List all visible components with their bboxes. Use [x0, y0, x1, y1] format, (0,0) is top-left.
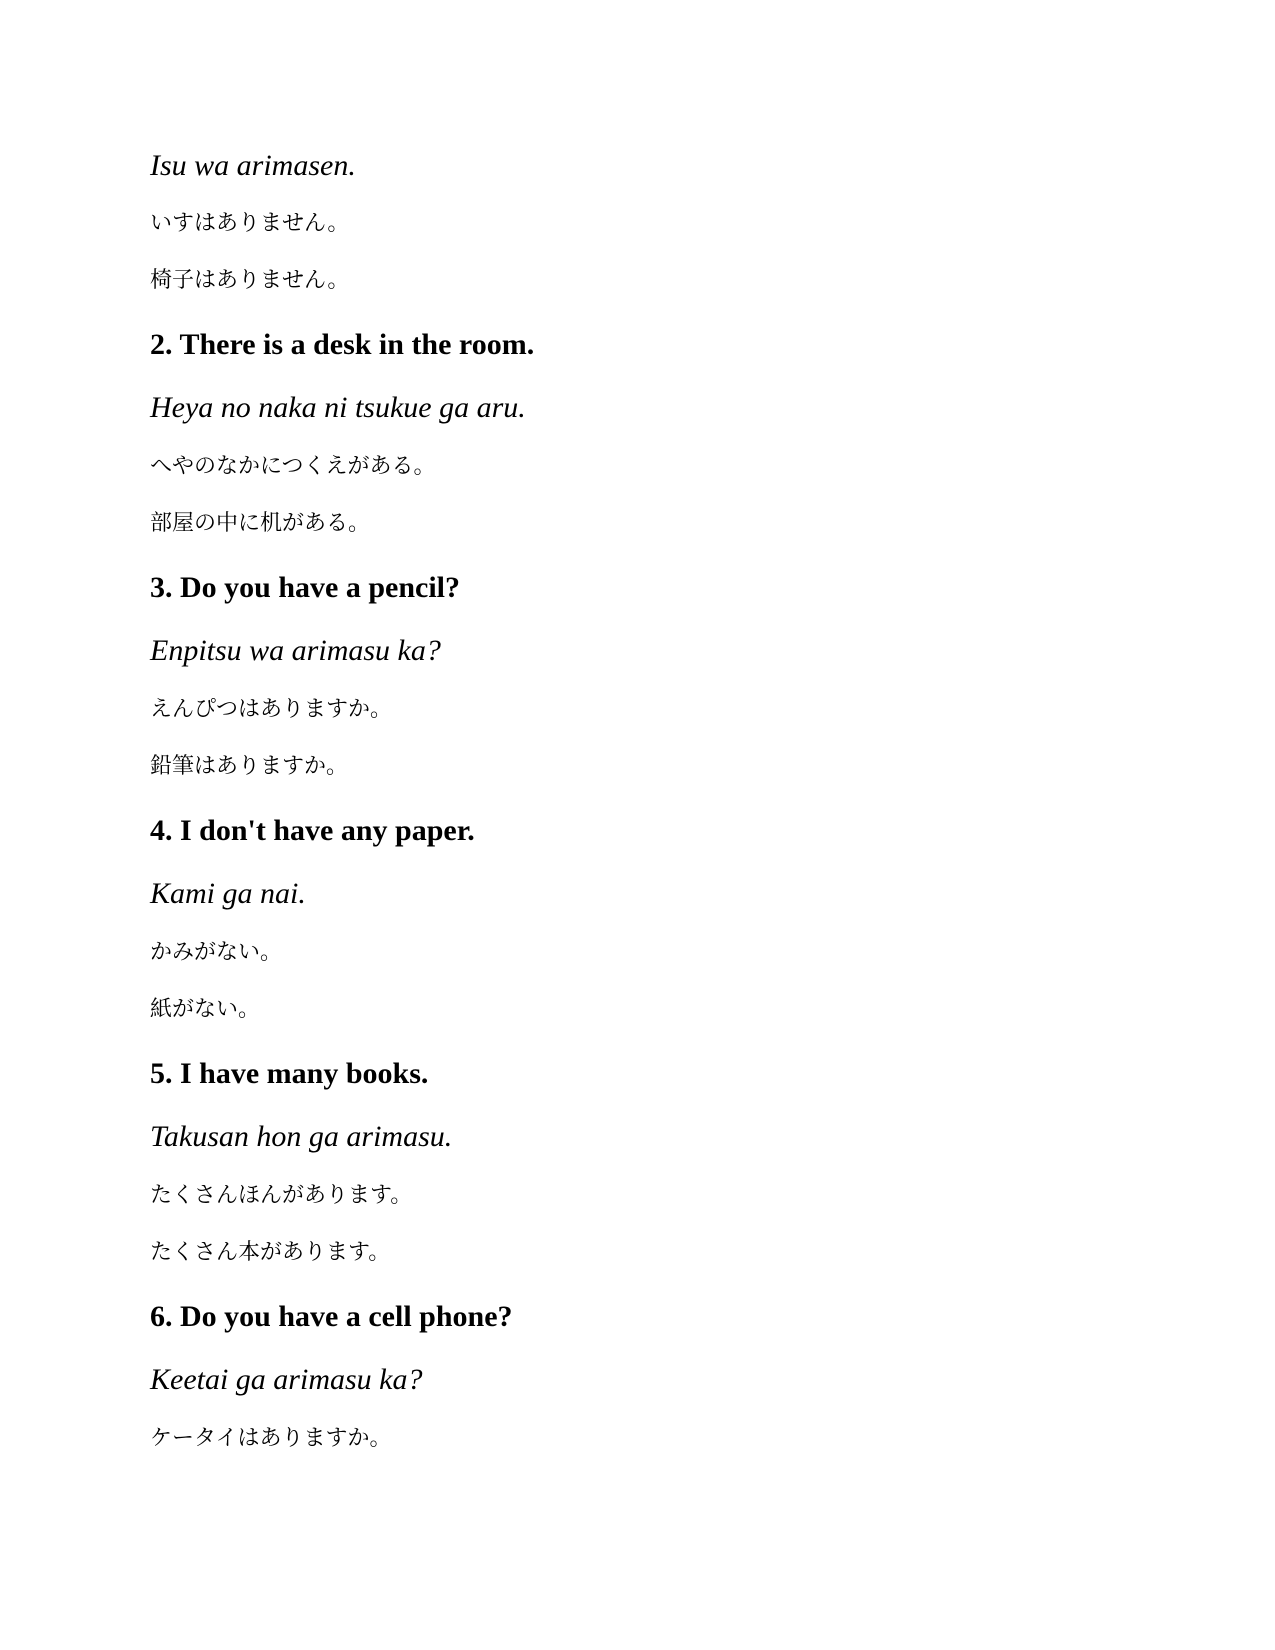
exercise-heading: 5. I have many books. — [150, 1057, 429, 1090]
katakana-sentence: ケータイはありますか。 — [150, 1426, 392, 1451]
exercise-heading: 6. Do you have a cell phone? — [150, 1300, 513, 1333]
kanji-sentence: 椅子はありません。 — [150, 268, 350, 293]
romaji-sentence: Heya no naka ni tsukue ga aru. — [150, 391, 526, 424]
kanji-sentence: 紙がない。 — [150, 997, 261, 1022]
exercise-heading: 4. I don't have any paper. — [150, 814, 475, 847]
romaji-sentence: Enpitsu wa arimasu ka? — [150, 634, 441, 667]
kanji-sentence: 鉛筆はありますか。 — [150, 754, 349, 779]
romaji-sentence: Isu wa arimasen. — [150, 149, 356, 182]
romaji-sentence: Kami ga nai. — [150, 877, 306, 910]
hiragana-sentence: たくさんほんがあります。 — [150, 1183, 413, 1208]
exercise-heading: 2. There is a desk in the room. — [150, 328, 535, 361]
kanji-sentence: たくさん本があります。 — [150, 1240, 391, 1265]
exercise-heading: 3. Do you have a pencil? — [150, 571, 461, 604]
romaji-sentence: Takusan hon ga arimasu. — [150, 1120, 453, 1153]
hiragana-sentence: えんぴつはありますか。 — [150, 697, 393, 722]
hiragana-sentence: かみがない。 — [150, 940, 283, 965]
hiragana-sentence: へやのなかにつくえがある。 — [150, 454, 436, 479]
kanji-sentence: 部屋の中に机がある。 — [150, 511, 371, 536]
romaji-sentence: Keetai ga arimasu ka? — [150, 1363, 423, 1396]
hiragana-sentence: いすはありません。 — [150, 211, 350, 236]
